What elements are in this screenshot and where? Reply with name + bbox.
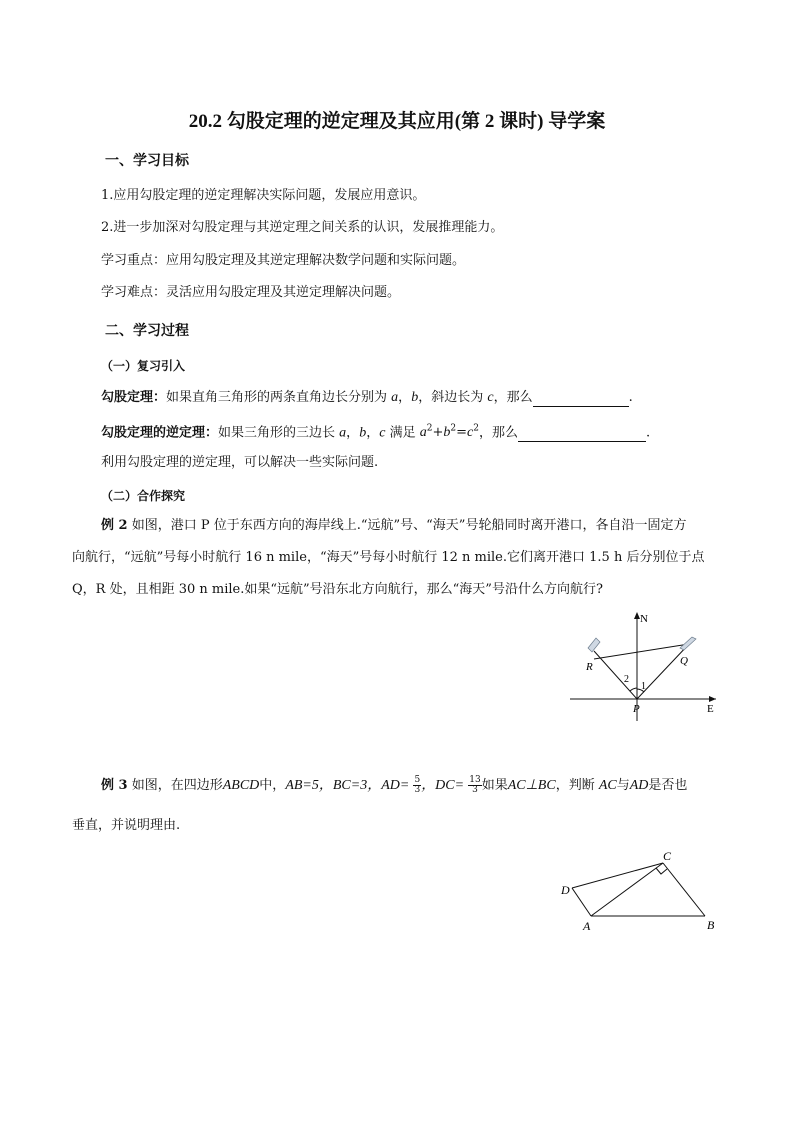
section-heading-process: 二、学习过程 <box>105 323 189 339</box>
part2-title: （二）合作探究 <box>101 489 186 503</box>
fraction-ad-den: 3 <box>414 785 421 795</box>
part1-title: （一）复习引入 <box>101 359 186 373</box>
answer-blank-1[interactable] <box>533 393 629 407</box>
goal-2: 2.进一步加深对勾股定理与其逆定理之间关系的认识，发展推理能力。 <box>101 220 504 235</box>
side-lengths: AB=5，BC=3，AD= <box>285 778 410 793</box>
label-r: R <box>586 661 593 673</box>
segment-ad: AD <box>629 778 649 793</box>
example-3-text-f: 是否也 <box>648 778 688 793</box>
label-angle-1: 1 <box>641 681 646 692</box>
segment-da <box>572 888 591 916</box>
fraction-dc-den: 3 <box>472 785 478 795</box>
example-2-line-3: Q，R 处，且相距 30 n mile.如果“远航”号沿东北方向航行，那么“海天”号沿什么方向航行? <box>72 582 603 597</box>
side-dc: ，DC= <box>421 778 465 793</box>
var-c: c <box>379 425 386 441</box>
figure-quadrilateral <box>555 846 725 936</box>
label-c: C <box>663 849 672 863</box>
example-2-line-2: 向航行，“远航”号每小时航行 16 n mile，“海天”号每小时航行 12 n mile.它们离开港口 1.5 h 后分别位于点 <box>72 550 705 565</box>
segment-dc <box>572 863 663 888</box>
theorem-text-2: 斜边长为 <box>431 390 484 405</box>
example-3-text-a: 如图，在四边形 <box>131 778 223 793</box>
label-b: B <box>707 918 715 932</box>
var-b: b <box>359 425 367 441</box>
segment-rq <box>594 644 689 659</box>
converse-text-1: 如果三角形的三边长 <box>218 425 336 441</box>
segment-ac-line <box>591 863 663 916</box>
ship-haitian-icon <box>588 638 600 652</box>
east-arrow <box>709 696 716 702</box>
quad-abcd: ABCD <box>222 778 260 793</box>
label-d: D <box>561 883 570 897</box>
segment-cb <box>663 863 705 916</box>
example-3-text-c: 如果 <box>481 778 508 793</box>
converse-text-2: 满足 <box>389 425 416 441</box>
ac-perp-bc: AC⊥BC <box>507 778 556 793</box>
label-q: Q <box>680 655 688 667</box>
example-2-text-1: 如图，港口 P 位于东西方向的海岸线上.“远航”号、“海天”号轮船同时离开港口，各自沿一固定方 <box>131 518 687 533</box>
fraction-dc <box>468 776 481 795</box>
angle-2-arc <box>630 688 637 691</box>
var-a: a <box>391 390 399 405</box>
answer-blank-2[interactable] <box>518 428 646 442</box>
converse-label: 勾股定理的逆定理： <box>101 425 219 441</box>
section-heading-goals: 一、学习目标 <box>105 153 189 169</box>
var-a: a <box>339 425 347 441</box>
difficulty: 学习难点：灵活应用勾股定理及其逆定理解决问题。 <box>101 285 401 300</box>
theorem-text-3: ，那么 <box>493 390 533 405</box>
figure-harbor <box>560 606 730 728</box>
var-c: c <box>487 390 494 405</box>
label-a: A <box>583 919 591 933</box>
ship-yuanhang-icon <box>680 637 696 650</box>
fraction-dc-num: 13 <box>469 775 481 785</box>
page-title: 20.2 勾股定理的逆定理及其应用(第 2 课时) 导学案 <box>188 111 606 132</box>
example-2-label: 例 2 <box>101 518 128 533</box>
example-3-text-b: 中， <box>259 778 286 793</box>
theorem-text-1: 如果直角三角形的两条直角边长分别为 <box>166 390 388 405</box>
fraction-ad-num: 5 <box>414 775 421 785</box>
label-n: N <box>640 613 648 625</box>
theorem-label: 勾股定理： <box>101 390 167 405</box>
example-3-label: 例 3 <box>101 778 128 793</box>
pythagorean-formula: $a^2+b^2=c^2$ <box>419 424 479 441</box>
example-3-line-1 <box>101 776 687 795</box>
example-3-line-2: 垂直，并说明理由. <box>72 818 181 833</box>
converse-theorem: 勾股定理的逆定理：如果三角形的三边长 a，b，c 满足 $a^2+b^2=c^2$，那么 . <box>101 424 651 441</box>
key-point: 学习重点：应用勾股定理及其逆定理解决数学问题和实际问题。 <box>101 253 466 268</box>
example-3-text-d: ，判断 <box>555 778 595 793</box>
var-b: b <box>411 390 419 405</box>
example-2-line-1 <box>101 516 686 535</box>
intro-line: 利用勾股定理的逆定理，可以解决一些实际问题. <box>101 455 379 470</box>
right-angle-mark <box>656 868 667 874</box>
example-3-text-e: 与 <box>616 778 630 793</box>
label-e: E <box>707 703 714 715</box>
converse-text-3: ，那么 <box>478 425 518 441</box>
label-angle-2: 2 <box>624 674 629 685</box>
goal-1: 1.应用勾股定理的逆定理解决实际问题，发展应用意识。 <box>101 188 426 203</box>
pythagorean-theorem: 勾股定理：如果直角三角形的两条直角边长分别为 a，b，斜边长为 c，那么 . <box>101 390 633 405</box>
segment-ac: AC <box>598 778 617 793</box>
label-p: P <box>633 703 640 715</box>
